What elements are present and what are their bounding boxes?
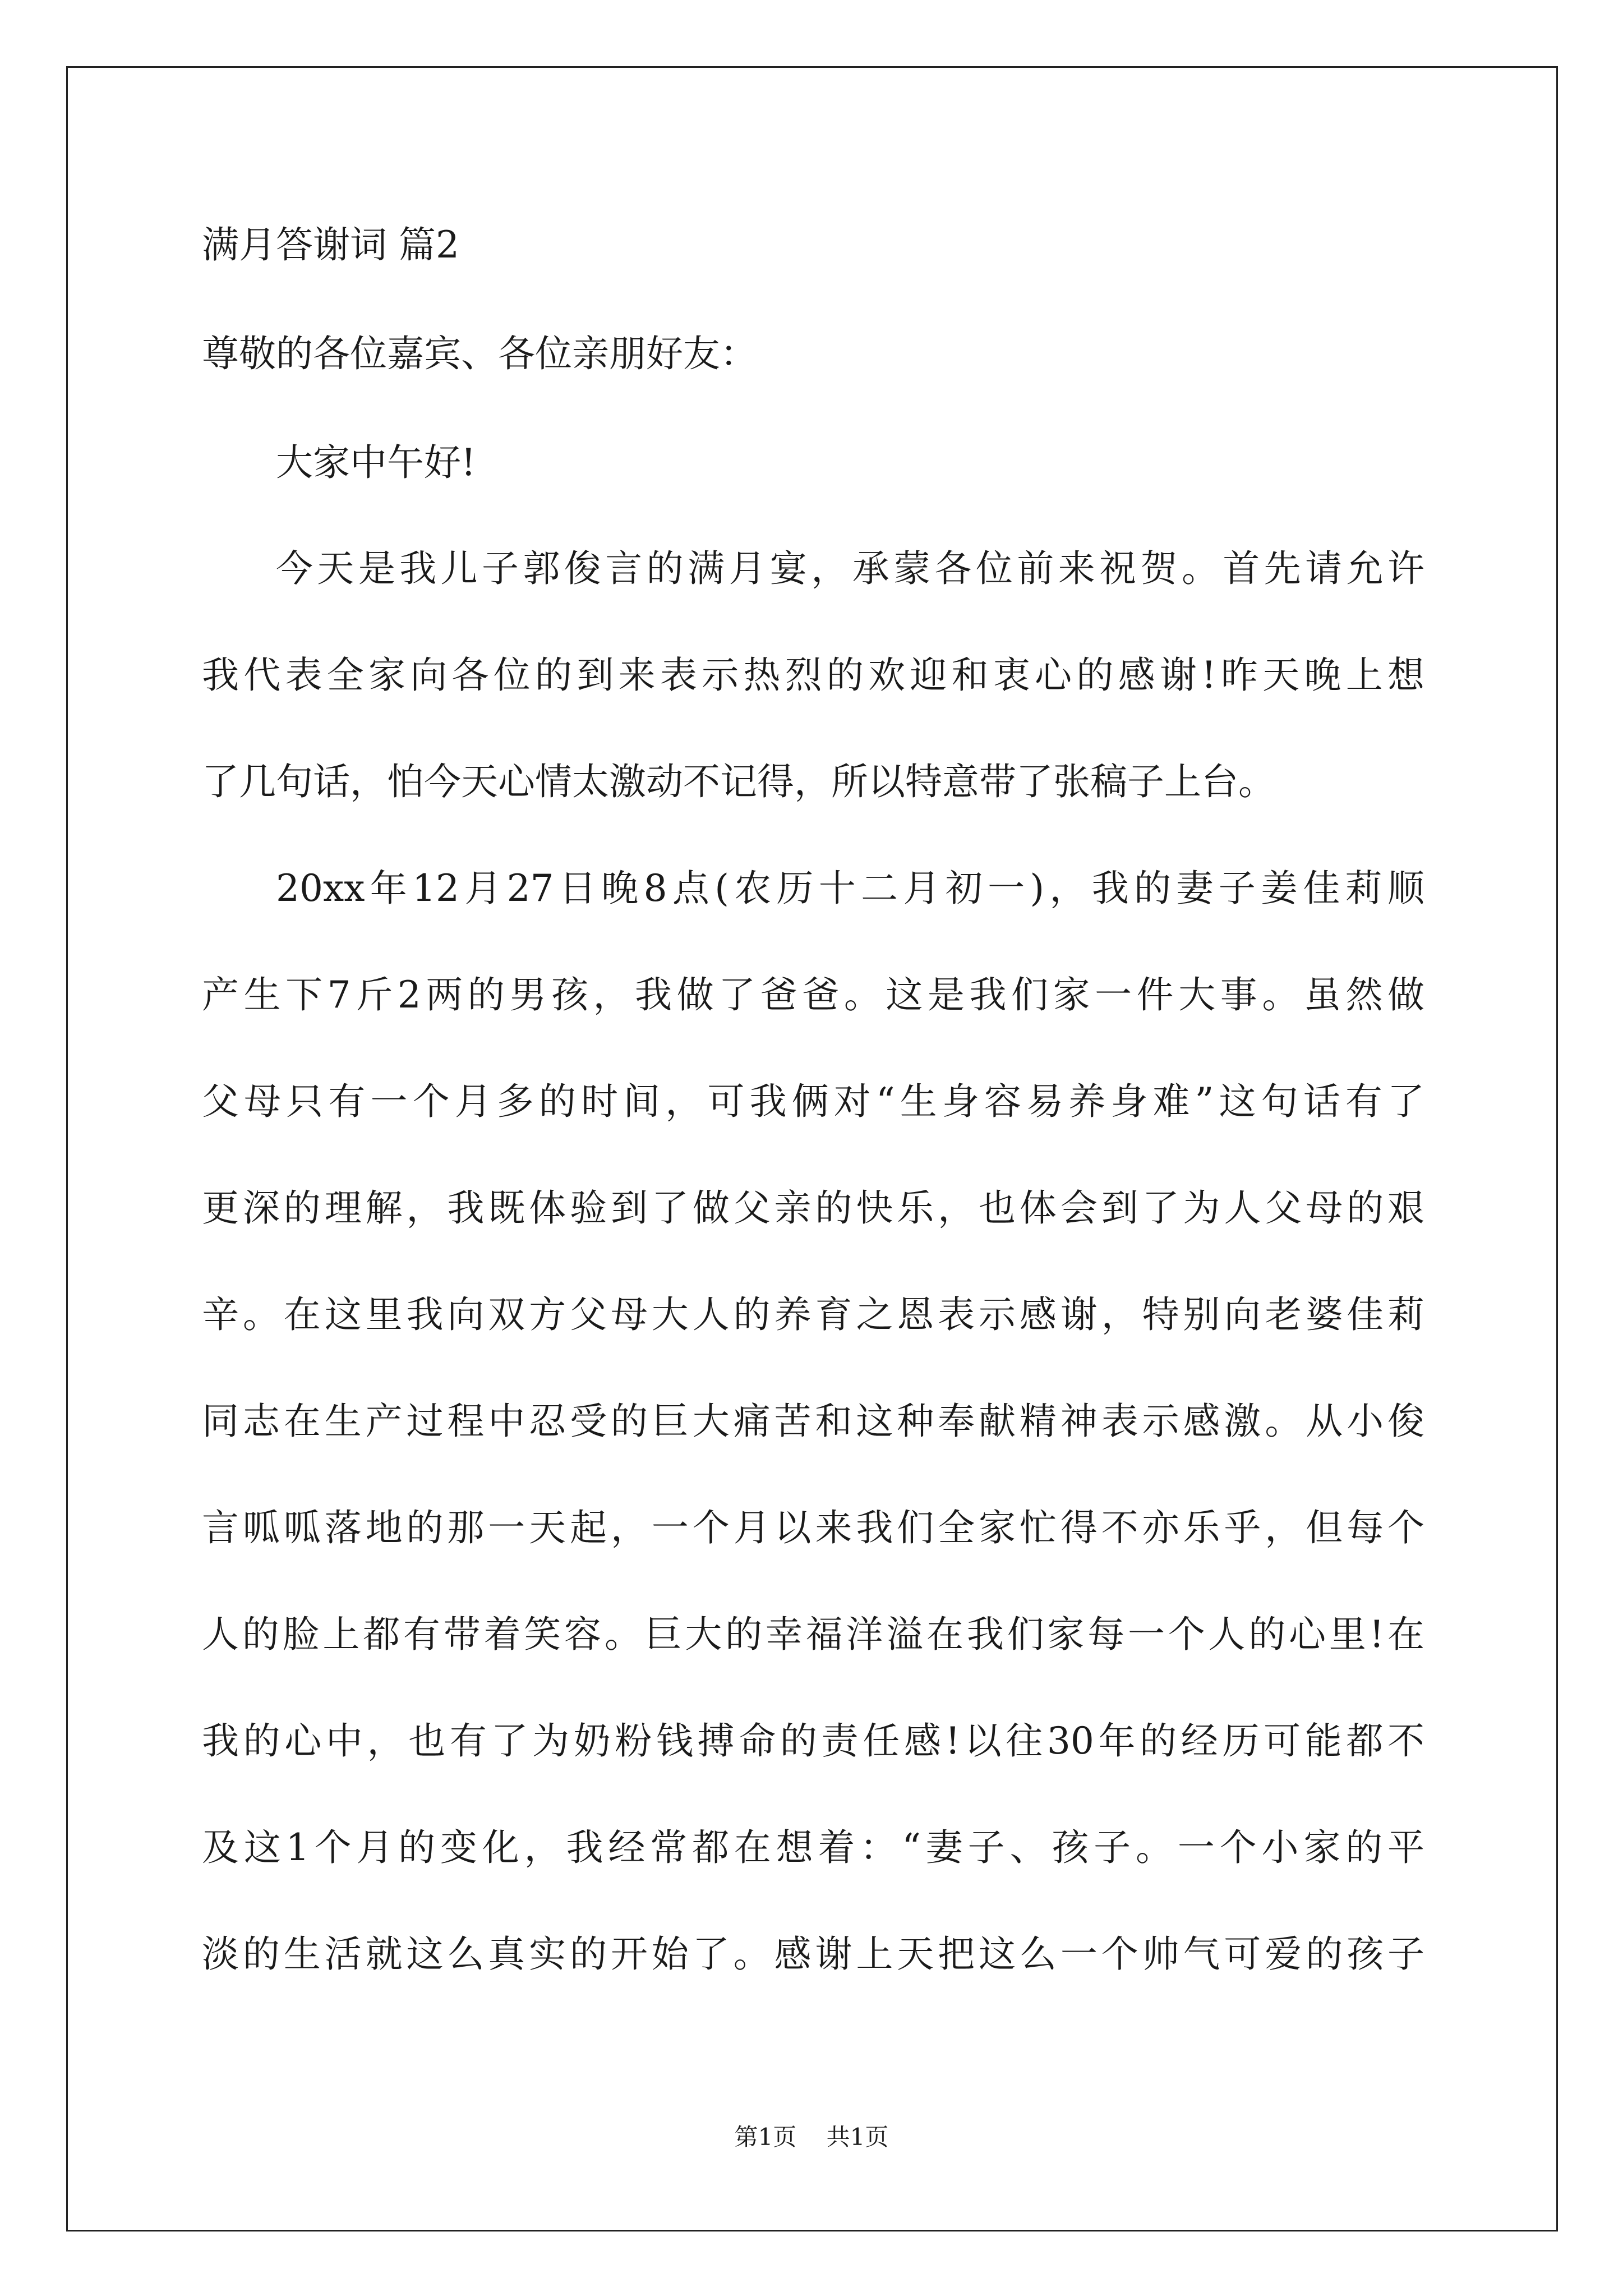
paragraph-line: 同志在生产过程中忍受的巨大痛苦和这种奉献精神表示感激。从小俊 xyxy=(202,1400,1424,1443)
page-number: 第1页 xyxy=(734,2123,797,2151)
paragraph-line: 人的脸上都有带着笑容。巨大的幸福洋溢在我们家每一个人的心里!在 xyxy=(202,1613,1424,1656)
paragraph-line: 了几句话，怕今天心情太激动不记得，所以特意带了张稿子上台。 xyxy=(202,760,1275,803)
paragraph-line: 今天是我儿子郭俊言的满月宴，承蒙各位前来祝贺。首先请允许 xyxy=(276,547,1424,590)
document-body xyxy=(202,222,1424,2037)
paragraph-line: 20xx年12月27日晚8点(农历十二月初一)，我的妻子姜佳莉顺 xyxy=(276,867,1424,910)
paragraph-line: 及这1个月的变化，我经常都在想着：“妻子、孩子。一个小家的平 xyxy=(202,1826,1424,1869)
paragraph-line: 淡的生活就这么真实的开始了。感谢上天把这么一个帅气可爱的孩子 xyxy=(202,1932,1424,1976)
paragraph-line: 更深的理解，我既体验到了做父亲的快乐，也体会到了为人父母的艰 xyxy=(202,1186,1424,1230)
paragraph-line: 父母只有一个月多的时间，可我俩对“生身容易养身难”这句话有了 xyxy=(202,1080,1424,1123)
paragraph-line: 辛。在这里我向双方父母大人的养育之恩表示感谢，特别向老婆佳莉 xyxy=(202,1293,1424,1336)
salutation: 尊敬的各位嘉宾、各位亲朋好友： xyxy=(202,332,757,375)
page-total: 共1页 xyxy=(826,2123,889,2151)
paragraph-line: 言呱呱落地的那一天起，一个月以来我们全家忙得不亦乐乎，但每个 xyxy=(202,1506,1424,1549)
document-title: 满月答谢词 篇2 xyxy=(202,223,459,266)
page-footer xyxy=(0,2123,1623,2151)
greeting: 大家中午好! xyxy=(276,441,476,484)
paragraph-line: 产生下7斤2两的男孩，我做了爸爸。这是我们家一件大事。虽然做 xyxy=(202,973,1424,1016)
paragraph-line: 我代表全家向各位的到来表示热烈的欢迎和衷心的感谢!昨天晚上想 xyxy=(202,654,1424,697)
paragraph-line: 我的心中，也有了为奶粉钱搏命的责任感!以往30年的经历可能都不 xyxy=(202,1719,1424,1763)
